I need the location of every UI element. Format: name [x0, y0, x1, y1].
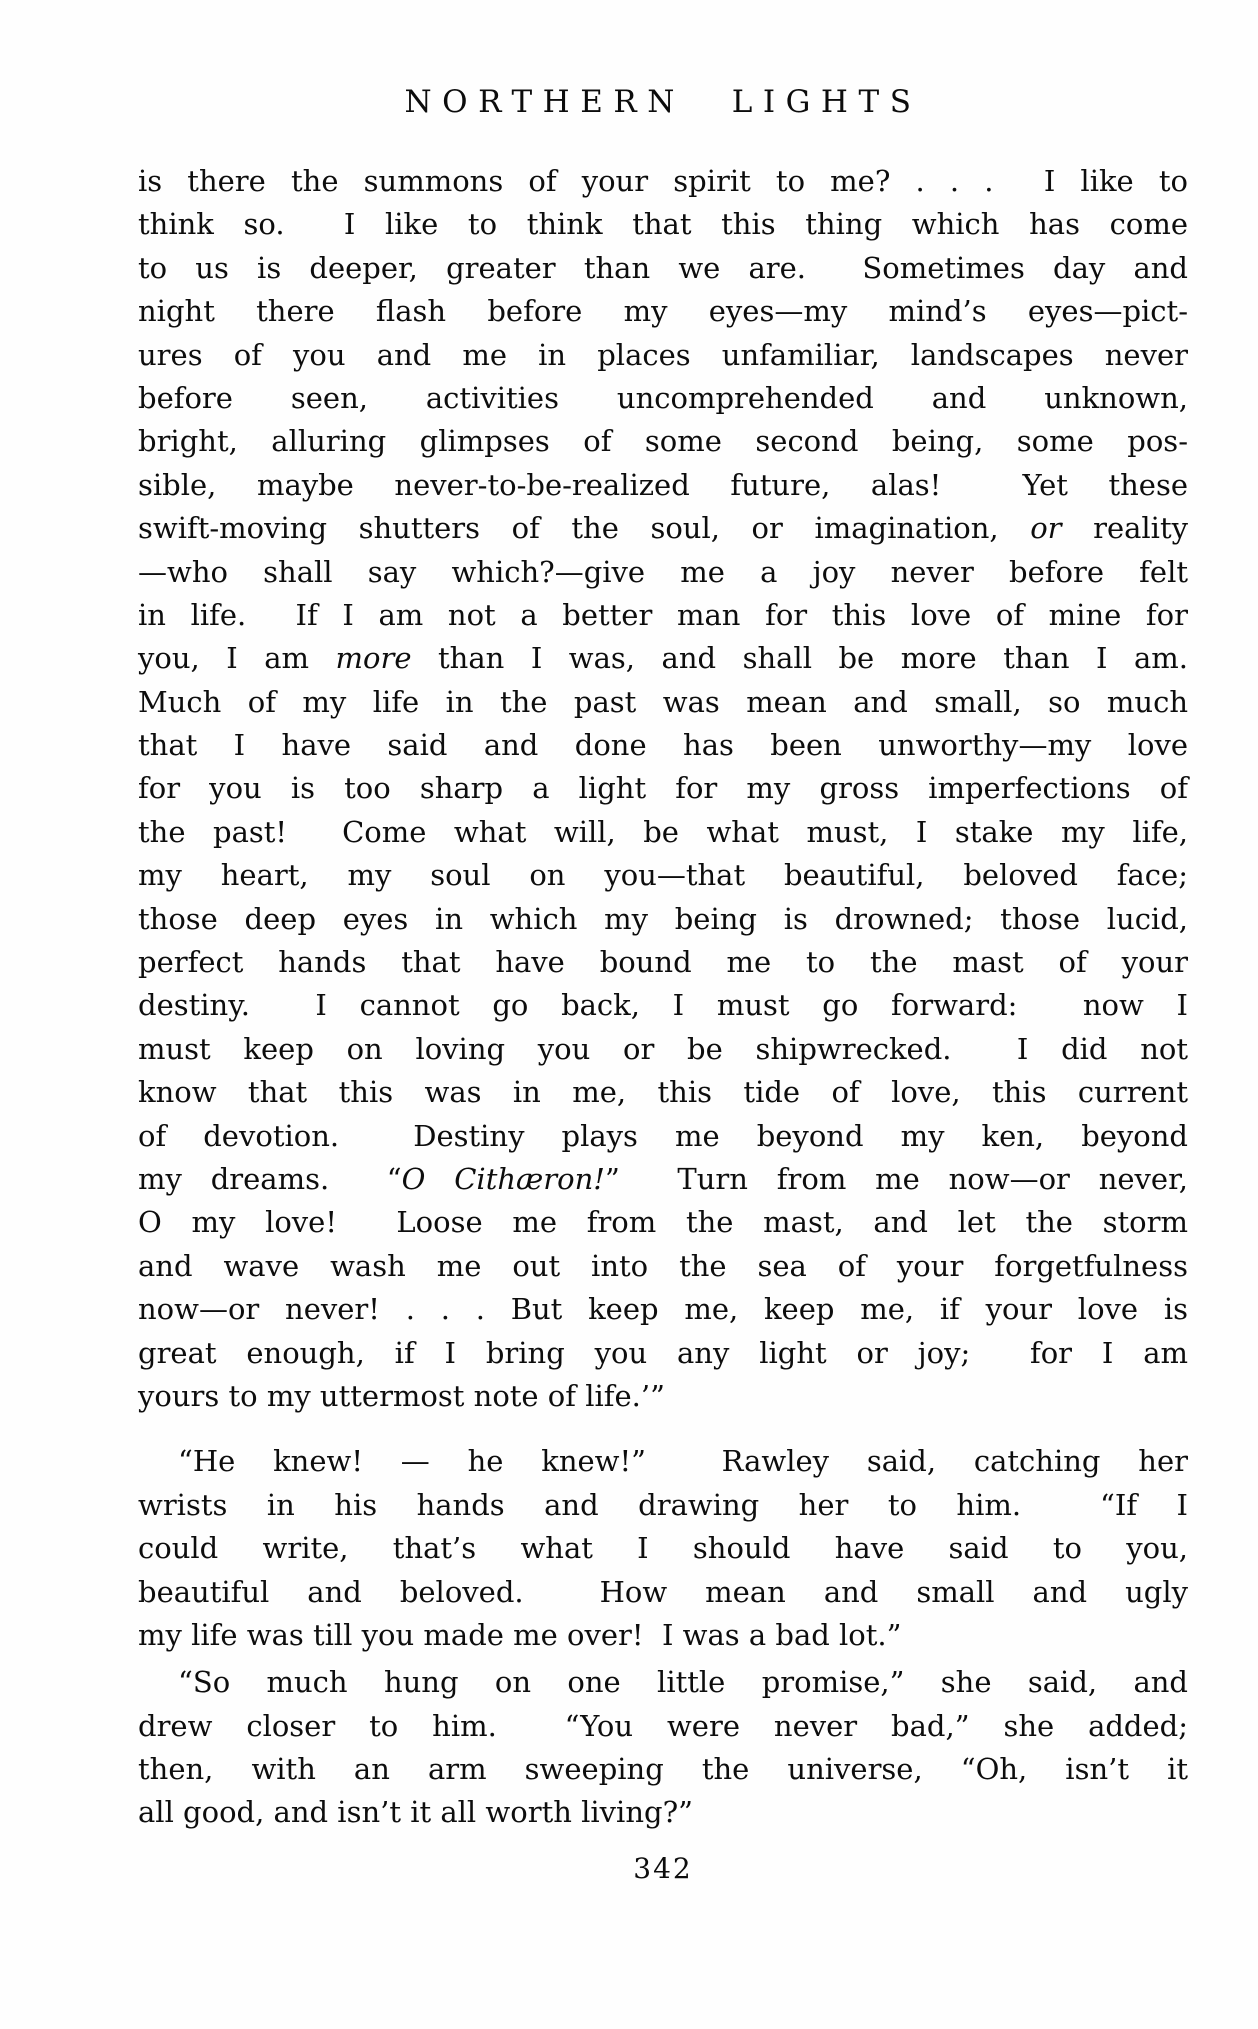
text-run: “He knew! — he knew!” Rawley said, catching her	[178, 1444, 1188, 1479]
text-line	[138, 334, 1188, 377]
text-run: before seen, activities uncomprehended and unknown,	[138, 380, 1188, 415]
text-run: my dreams. “	[138, 1161, 402, 1196]
text-line	[138, 1245, 1188, 1288]
text-run: those deep eyes in which my being is drowned; those lucid,	[138, 901, 1188, 936]
text-run: —who shall say which?—give me a joy never before felt	[138, 554, 1188, 589]
text-run: destiny. I cannot go back, I must go forward: now I	[138, 988, 1188, 1023]
text-line	[138, 681, 1188, 724]
text-run: the past! Come what will, be what must, I stake my life,	[138, 814, 1188, 849]
text-run: ures of you and me in places unfamiliar, landscapes never	[138, 337, 1188, 372]
text-line	[138, 464, 1188, 507]
text-run: Much of my life in the past was mean and small, so much	[138, 684, 1188, 719]
text-run: must keep on loving you or be shipwrecked. I did not	[138, 1031, 1188, 1066]
italic-text-run: more	[335, 641, 412, 676]
text-line	[138, 594, 1188, 637]
text-line	[138, 767, 1188, 810]
text-line	[138, 1571, 1188, 1614]
text-run: of devotion. Destiny plays me beyond my ken, beyond	[138, 1118, 1188, 1153]
text-line	[138, 854, 1188, 897]
text-line	[138, 637, 1188, 680]
paragraph	[138, 1440, 1188, 1657]
text-run: now—or never! . . . But keep me, keep me, if your love is	[138, 1292, 1188, 1327]
text-run: reality	[1061, 511, 1188, 546]
text-run: then, with an arm sweeping the universe, “Oh, isn’t it	[138, 1752, 1188, 1787]
text-run: in life. If I am not a better man for this love of mine for	[138, 597, 1188, 632]
text-line	[138, 1440, 1188, 1483]
text-line	[138, 377, 1188, 420]
text-line	[138, 1028, 1188, 1071]
text-run: my heart, my soul on you—that beautiful, beloved face;	[138, 858, 1188, 893]
text-line	[138, 1791, 1188, 1834]
text-run: ” Turn from me now—or never,	[604, 1161, 1188, 1196]
text-line	[138, 1614, 1188, 1657]
text-run: all good, and isn’t it all worth living?”	[138, 1795, 693, 1830]
text-line	[138, 420, 1188, 463]
text-line	[138, 507, 1188, 550]
text-run: my life was till you made me over! I was a bad lot.”	[138, 1617, 902, 1652]
text-run: sible, maybe never-to-be-realized future, alas! Yet these	[138, 467, 1188, 502]
text-line	[138, 160, 1188, 203]
text-line	[138, 203, 1188, 246]
text-line	[138, 1484, 1188, 1527]
italic-text-run: O Cithæron!	[401, 1161, 605, 1196]
text-line	[138, 1115, 1188, 1158]
italic-text-run: or	[1030, 511, 1062, 546]
text-run: swift-moving shutters of the soul, or imagination,	[138, 511, 1031, 546]
text-line	[138, 898, 1188, 941]
text-run: O my love! Loose me from the mast, and let the storm	[138, 1205, 1188, 1240]
text-line	[138, 1332, 1188, 1375]
text-block	[138, 160, 1188, 1835]
text-line	[138, 551, 1188, 594]
text-run: know that this was in me, this tide of love, this current	[138, 1075, 1188, 1110]
text-run: drew closer to him. “You were never bad,” she added;	[138, 1708, 1188, 1743]
text-line	[138, 984, 1188, 1027]
text-run: for you is too sharp a light for my gross imperfections of	[138, 771, 1188, 806]
text-run: great enough, if I bring you any light or joy; for I am	[138, 1335, 1188, 1370]
text-line	[138, 724, 1188, 767]
text-line	[138, 1288, 1188, 1331]
text-run: think so. I like to think that this thing which has come	[138, 207, 1188, 242]
text-run: wrists in his hands and drawing her to him. “If I	[138, 1487, 1188, 1522]
text-run: is there the summons of your spirit to me? . . . I like to	[138, 164, 1188, 198]
text-run: you, I am	[138, 641, 336, 676]
running-head: NORTHERN LIGHTS	[404, 84, 922, 120]
paragraph	[138, 1661, 1188, 1835]
text-line	[138, 1661, 1188, 1704]
text-line	[138, 1158, 1188, 1201]
text-line	[138, 1071, 1188, 1114]
text-line	[138, 941, 1188, 984]
text-line	[138, 1748, 1188, 1791]
text-run: yours to my uttermost note of life.’”	[138, 1378, 665, 1413]
text-run: perfect hands that have bound me to the mast of your	[138, 945, 1188, 980]
text-run: that I have said and done has been unworthy—my love	[138, 728, 1188, 763]
paragraph	[138, 160, 1188, 1418]
text-run: “So much hung on one little promise,” she said, and	[178, 1665, 1188, 1700]
text-run: than I was, and shall be more than I am.	[411, 641, 1188, 676]
text-line	[138, 1375, 1188, 1418]
text-run: and wave wash me out into the sea of your forgetfulness	[138, 1248, 1188, 1283]
text-line	[138, 1527, 1188, 1570]
text-run: night there flash before my eyes—my mind’s eyes—pict-	[138, 294, 1188, 329]
text-run: to us is deeper, greater than we are. Sometimes day and	[138, 250, 1188, 285]
page-number: 342	[633, 1852, 693, 1885]
text-run: could write, that’s what I should have said to you,	[138, 1531, 1188, 1566]
text-run: bright, alluring glimpses of some second being, some pos-	[138, 424, 1188, 459]
text-line	[138, 811, 1188, 854]
text-line	[138, 1201, 1188, 1244]
text-line	[138, 247, 1188, 290]
text-line	[138, 1705, 1188, 1748]
text-line	[138, 290, 1188, 333]
text-run: beautiful and beloved. How mean and small and ugly	[138, 1574, 1188, 1609]
